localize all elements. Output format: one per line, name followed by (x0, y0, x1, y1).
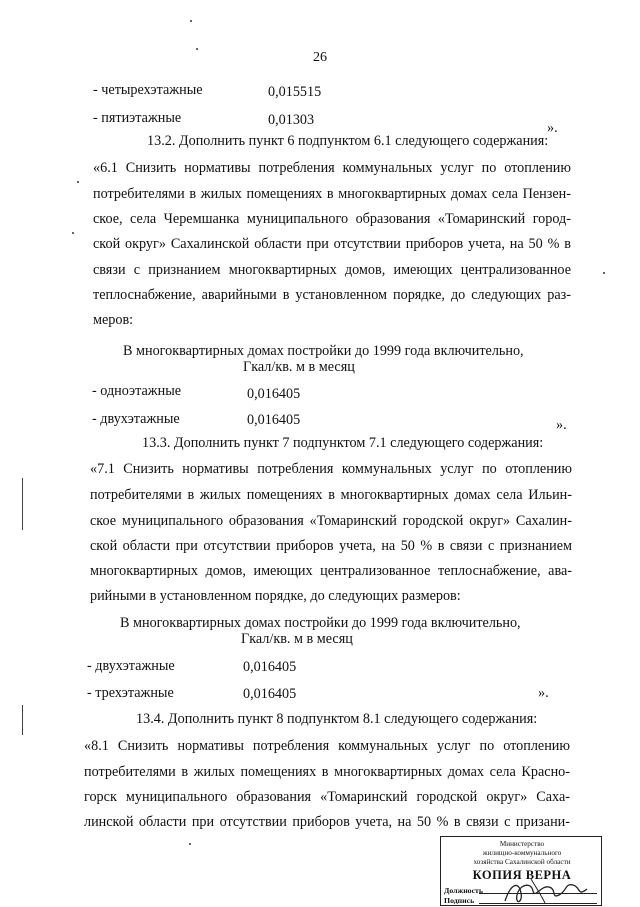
closing-quote: ». (538, 685, 549, 701)
table-title: В многоквартирных домах постройки до 1999 года включительно, (123, 343, 524, 359)
stamp-ministry-line: Министерство (499, 840, 545, 848)
paragraph-line: «7.1 Снизить нормативы потребления коммунальных услуг по отоплению (90, 461, 572, 477)
scan-artifact (189, 843, 191, 845)
section-heading-13-2: 13.2. Дополнить пункт 6 подпунктом 6.1 следующего содержания: (147, 133, 549, 149)
certified-copy-stamp (440, 836, 602, 906)
scan-artifact (196, 48, 198, 50)
closing-quote: ». (556, 417, 567, 433)
list-item-value: 0,015515 (268, 84, 322, 100)
paragraph-line: ское муниципального образования «Томаринский городской округ» Сахалин- (90, 513, 572, 529)
closing-quote: ». (547, 120, 558, 136)
stamp-ministry-line: жилищно-коммунального (482, 849, 562, 857)
paragraph-line: теплоснабжение, аварийными в установленном порядке, до следующих раз- (93, 287, 571, 303)
paragraph-line: связи с признанием многоквартирных домов, имеющих централизованное (93, 262, 571, 278)
table-row-value: 0,016405 (247, 386, 301, 402)
paragraph-line: «6.1 Снизить нормативы потребления коммунальных услуг по отоплению (93, 160, 571, 176)
paragraph-line: линской области при отсутствии приборов учета, на 50 % в связи с призани- (84, 814, 570, 830)
table-row-label: - одноэтажные (92, 383, 182, 399)
list-item-value: 0,01303 (268, 112, 315, 128)
paragraph-line: потребителями в жилых помещениях в многоквартирных домах села Красно- (84, 764, 570, 780)
stamp-signature-label: Подпись (444, 896, 475, 905)
scan-artifact (22, 705, 23, 735)
paragraph-line: многоквартирных домов, имеющих централизованное теплоснабжение, ава- (90, 563, 572, 579)
paragraph-line: ской области при отсутствии приборов учета, на 50 % в связи с признанием (90, 538, 572, 554)
scan-artifact (22, 478, 23, 530)
table-row-label: - двухэтажные (92, 411, 180, 427)
paragraph-line: ское, села Черемшанка муниципального образования «Томаринский город- (93, 211, 571, 227)
handwritten-signature (501, 875, 591, 907)
table-row-label: - трехэтажные (87, 685, 174, 701)
paragraph-line: ской округ» Сахалинской области при отсутствии приборов учета, на 50 % в (93, 236, 571, 252)
section-heading-13-3: 13.3. Дополнить пункт 7 подпунктом 7.1 следующего содержания: (142, 435, 544, 451)
table-row-value: 0,016405 (243, 659, 297, 675)
stamp-title: КОПИЯ ВЕРНА (472, 868, 572, 882)
scan-artifact (77, 181, 79, 183)
list-item-label: - пятиэтажные (93, 110, 182, 126)
scan-artifact (190, 20, 192, 22)
scan-artifact (72, 232, 74, 234)
table-row-value: 0,016405 (243, 686, 297, 702)
stamp-ministry-line: хозяйства Сахалинской области (473, 858, 571, 866)
table-title: В многоквартирных домах постройки до 1999 года включительно, (120, 615, 521, 631)
paragraph-line: горск муниципального образования «Томаринский городской округ» Саха- (84, 789, 570, 805)
paragraph-line: «8.1 Снизить нормативы потребления коммунальных услуг по отоплению (84, 738, 570, 754)
section-heading-13-4: 13.4. Дополнить пункт 8 подпунктом 8.1 следующего содержания: (136, 711, 538, 727)
paragraph-line: потребителями в жилых помещениях в многоквартирных домах села Пензен- (93, 186, 571, 202)
table-row-value: 0,016405 (247, 412, 301, 428)
scan-artifact (603, 272, 605, 274)
paragraph-line: потребителями в жилых помещениях в многоквартирных домах села Ильин- (90, 487, 572, 503)
table-row-label: - двухэтажные (87, 658, 175, 674)
paragraph-line: меров: (93, 312, 134, 328)
stamp-position-label: Должность (444, 886, 483, 895)
table-unit: Гкал/кв. м в месяц (241, 631, 353, 647)
page-number: 26 (313, 50, 327, 65)
list-item-label: - четырехэтажные (93, 82, 203, 98)
paragraph-line: рийными в установленном порядке, до следующих размеров: (90, 588, 461, 604)
table-unit: Гкал/кв. м в месяц (243, 359, 355, 375)
